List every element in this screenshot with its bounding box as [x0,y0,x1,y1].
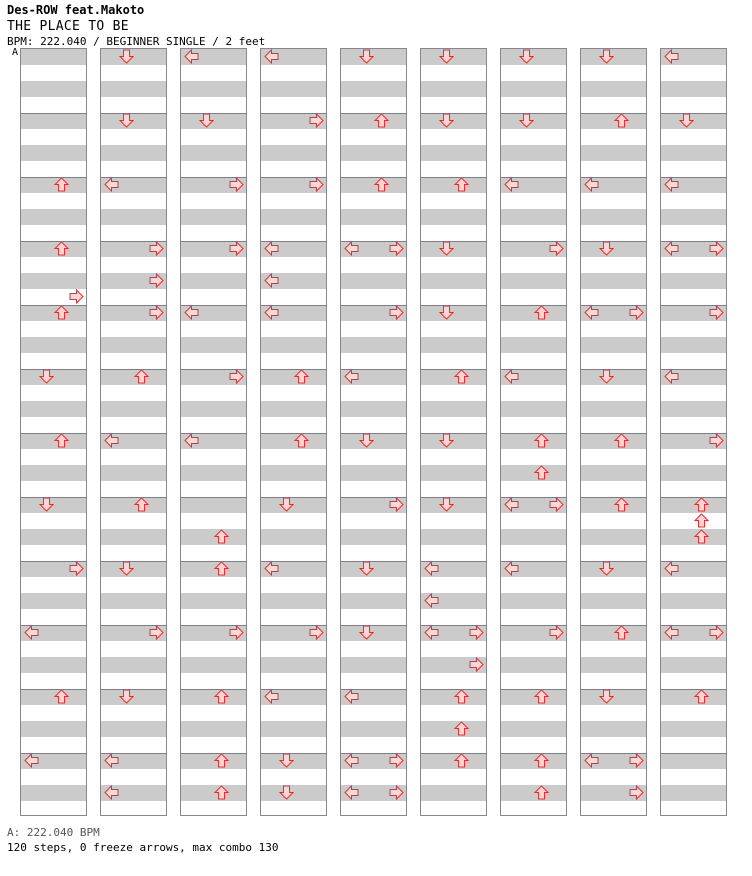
beat-band [21,785,86,801]
beat-band [421,145,486,161]
beat-band [661,753,726,769]
beat-band [181,497,246,513]
arrow-right-icon [149,625,164,640]
beat-band [341,401,406,417]
beat-band [261,465,326,481]
beat-band [581,721,646,737]
beat-band [21,145,86,161]
arrow-right-icon [629,785,644,800]
arrow-up-icon [534,305,549,320]
arrow-left-icon [104,433,119,448]
beat-band [181,593,246,609]
song-title: THE PLACE TO BE [7,19,129,34]
arrow-left-icon [184,433,199,448]
arrow-right-icon [309,177,324,192]
arrow-right-icon [389,305,404,320]
arrow-down-icon [439,305,454,320]
arrow-right-icon [229,177,244,192]
beat-band [341,465,406,481]
beat-band [581,529,646,545]
arrow-left-icon [664,177,679,192]
arrow-right-icon [549,241,564,256]
beat-band [341,657,406,673]
arrow-left-icon [424,593,439,608]
beat-band [341,721,406,737]
arrow-down-icon [439,433,454,448]
beat-band [181,145,246,161]
beat-band [501,209,566,225]
arrow-up-icon [534,465,549,480]
arrow-down-icon [599,49,614,64]
beat-band [261,337,326,353]
beat-band [421,81,486,97]
arrow-up-icon [374,177,389,192]
arrow-down-icon [119,113,134,128]
arrow-up-icon [694,513,709,528]
arrow-right-icon [629,753,644,768]
song-artist: Des-ROW feat.Makoto [7,3,145,17]
arrow-right-icon [389,753,404,768]
arrow-down-icon [279,785,294,800]
arrow-left-icon [504,177,519,192]
beat-band [581,465,646,481]
arrow-down-icon [599,561,614,576]
chart-meta: BPM: 222.040 / BEGINNER SINGLE / 2 feet [7,35,266,48]
beat-band [21,49,86,65]
arrow-left-icon [344,753,359,768]
arrow-left-icon [664,561,679,576]
arrow-up-icon [54,177,69,192]
beat-band [101,593,166,609]
arrow-left-icon [344,369,359,384]
arrow-up-icon [534,753,549,768]
arrow-down-icon [39,497,54,512]
arrow-down-icon [359,49,374,64]
beat-band [181,657,246,673]
arrow-up-icon [214,689,229,704]
arrow-up-icon [614,625,629,640]
beat-band [181,721,246,737]
beat-band [661,273,726,289]
arrow-left-icon [504,369,519,384]
arrow-left-icon [264,689,279,704]
arrow-up-icon [54,433,69,448]
arrow-up-icon [454,753,469,768]
arrow-left-icon [424,625,439,640]
beat-band [341,273,406,289]
beat-band [501,721,566,737]
arrow-left-icon [344,241,359,256]
beat-band [661,465,726,481]
beat-band [661,145,726,161]
beat-band [261,209,326,225]
arrow-up-icon [214,529,229,544]
beat-band [101,657,166,673]
arrow-down-icon [359,433,374,448]
arrow-down-icon [439,49,454,64]
arrow-up-icon [454,177,469,192]
beat-band [661,721,726,737]
arrow-left-icon [104,785,119,800]
beat-band [421,401,486,417]
arrow-up-icon [694,497,709,512]
arrow-up-icon [214,753,229,768]
arrow-down-icon [599,241,614,256]
arrow-left-icon [104,753,119,768]
arrow-up-icon [694,529,709,544]
beat-band [501,273,566,289]
beat-band [421,209,486,225]
chart-column [260,48,327,816]
beat-band [21,593,86,609]
beat-band [261,657,326,673]
arrow-right-icon [709,433,724,448]
beat-band [21,113,86,129]
step-stats: 120 steps, 0 freeze arrows, max combo 130 [7,841,279,854]
beat-band [341,145,406,161]
beat-band [341,337,406,353]
arrow-left-icon [344,689,359,704]
beat-band [261,81,326,97]
arrow-up-icon [454,721,469,736]
arrow-right-icon [309,113,324,128]
arrow-left-icon [504,497,519,512]
arrow-left-icon [424,561,439,576]
arrow-left-icon [264,273,279,288]
arrow-up-icon [374,113,389,128]
arrow-left-icon [584,305,599,320]
arrow-right-icon [389,497,404,512]
arrow-left-icon [264,241,279,256]
arrow-down-icon [359,625,374,640]
beat-band [421,785,486,801]
arrow-down-icon [279,753,294,768]
beat-band [661,81,726,97]
beat-band [661,593,726,609]
arrow-right-icon [389,241,404,256]
arrow-right-icon [229,625,244,640]
arrow-right-icon [69,561,84,576]
arrow-down-icon [599,369,614,384]
arrow-left-icon [504,561,519,576]
beat-band [21,81,86,97]
arrow-left-icon [264,561,279,576]
beat-band [181,81,246,97]
arrow-left-icon [24,625,39,640]
arrow-up-icon [54,689,69,704]
arrow-up-icon [214,785,229,800]
beat-band [581,81,646,97]
chart-footer [7,825,279,855]
arrow-right-icon [229,241,244,256]
arrow-up-icon [614,433,629,448]
arrow-up-icon [134,369,149,384]
arrow-right-icon [549,625,564,640]
beat-band [501,81,566,97]
arrow-right-icon [549,497,564,512]
arrow-left-icon [584,753,599,768]
arrow-down-icon [439,497,454,512]
arrow-left-icon [344,785,359,800]
arrow-right-icon [149,273,164,288]
beat-band [101,721,166,737]
arrow-down-icon [199,113,214,128]
arrow-right-icon [709,241,724,256]
beat-band [581,145,646,161]
beat-band [501,657,566,673]
arrow-right-icon [389,785,404,800]
arrow-up-icon [134,497,149,512]
arrow-down-icon [519,113,534,128]
beat-band [421,529,486,545]
arrow-left-icon [664,369,679,384]
beat-band [421,273,486,289]
chart-column [100,48,167,816]
beat-band [501,337,566,353]
arrow-down-icon [599,689,614,704]
arrow-right-icon [309,625,324,640]
arrow-up-icon [54,305,69,320]
bpm-marker: A [12,47,19,58]
arrow-up-icon [294,433,309,448]
arrow-up-icon [454,369,469,384]
beat-band [581,273,646,289]
chart-column [500,48,567,816]
beat-band [661,337,726,353]
bpm-summary: A: 222.040 BPM [7,826,100,839]
arrow-right-icon [709,625,724,640]
arrow-right-icon [69,289,84,304]
beat-band [661,401,726,417]
beat-band [581,337,646,353]
arrow-up-icon [294,369,309,384]
beat-band [501,529,566,545]
beat-band [421,465,486,481]
arrow-right-icon [149,241,164,256]
arrow-up-icon [454,689,469,704]
beat-band [21,209,86,225]
arrow-down-icon [359,561,374,576]
beat-band [261,145,326,161]
beat-band [101,145,166,161]
beat-band [21,273,86,289]
beat-band [341,529,406,545]
arrow-down-icon [119,689,134,704]
beat-band [341,209,406,225]
arrow-left-icon [664,625,679,640]
beat-band [21,465,86,481]
arrow-right-icon [149,305,164,320]
arrow-down-icon [519,49,534,64]
chart-column [180,48,247,816]
arrow-left-icon [184,49,199,64]
beat-band [501,593,566,609]
beat-band [341,81,406,97]
beat-band [181,209,246,225]
beat-band [661,209,726,225]
beat-band [581,593,646,609]
measure-line [181,497,246,498]
beat-band [261,529,326,545]
beat-band [661,657,726,673]
arrow-left-icon [24,753,39,768]
beat-band [101,81,166,97]
beat-band [181,337,246,353]
arrow-left-icon [264,305,279,320]
beat-band [101,529,166,545]
arrow-down-icon [119,49,134,64]
measure-line [21,113,86,114]
arrow-left-icon [184,305,199,320]
beat-band [581,209,646,225]
beat-band [21,529,86,545]
beat-band [501,401,566,417]
beat-band [501,145,566,161]
arrow-down-icon [119,561,134,576]
beat-band [181,273,246,289]
beat-band [21,337,86,353]
arrow-up-icon [214,561,229,576]
beat-band [101,209,166,225]
beat-band [421,337,486,353]
arrow-right-icon [629,305,644,320]
beat-band [101,337,166,353]
arrow-left-icon [664,241,679,256]
measure-line [661,753,726,754]
arrow-up-icon [534,689,549,704]
chart-column [340,48,407,816]
beat-band [261,593,326,609]
arrow-down-icon [279,497,294,512]
beat-band [21,401,86,417]
beat-band [261,401,326,417]
arrow-up-icon [614,113,629,128]
arrow-right-icon [709,305,724,320]
chart-column [660,48,727,816]
arrow-right-icon [469,625,484,640]
arrow-down-icon [439,241,454,256]
beat-band [21,721,86,737]
arrow-down-icon [439,113,454,128]
beat-band [101,465,166,481]
beat-band [581,657,646,673]
chart-column [20,48,87,816]
arrow-left-icon [584,177,599,192]
arrow-up-icon [534,785,549,800]
arrow-left-icon [664,49,679,64]
beat-band [261,721,326,737]
arrow-left-icon [264,49,279,64]
beat-band [181,401,246,417]
arrow-right-icon [469,657,484,672]
arrow-right-icon [229,369,244,384]
arrow-down-icon [39,369,54,384]
beat-band [661,785,726,801]
arrow-up-icon [534,433,549,448]
arrow-up-icon [694,689,709,704]
beat-band [581,401,646,417]
beat-band [101,401,166,417]
chart-column [420,48,487,816]
arrow-up-icon [614,497,629,512]
beat-band [21,657,86,673]
arrow-down-icon [679,113,694,128]
beat-band [181,465,246,481]
arrow-up-icon [54,241,69,256]
chart-column [580,48,647,816]
arrow-left-icon [104,177,119,192]
beat-band [341,593,406,609]
